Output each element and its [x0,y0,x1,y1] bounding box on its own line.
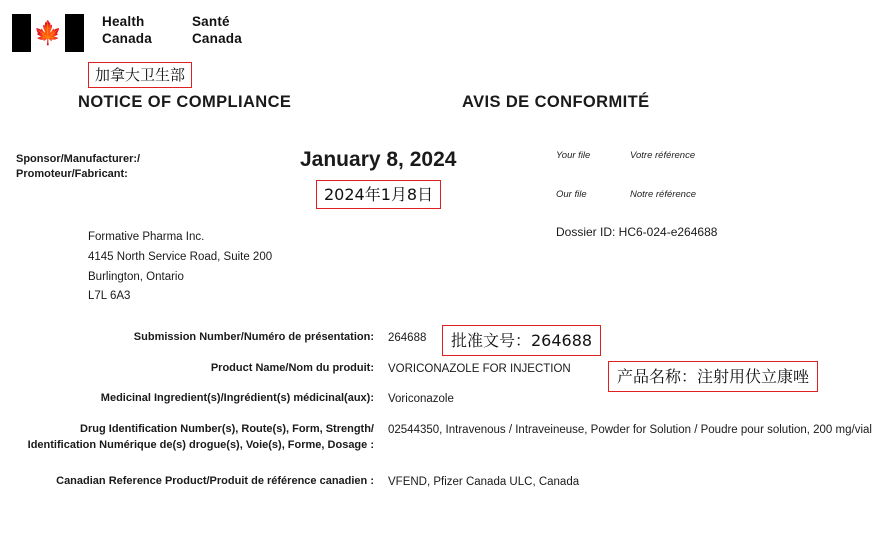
sponsor-label [16,152,196,182]
detail-value: 02544350, Intravenous / Intraveineuse, Powder for Solution / Poudre pour solution, 200 mg/vial [388,424,872,437]
details-table [16,330,876,505]
sponsor-label-line2: Promoteur/Fabricant: [16,167,128,180]
detail-label: Canadian Reference Product/Produit de référence canadien : [56,474,374,487]
detail-row-medicinal-ingredients [16,391,876,408]
detail-value: VFEND, Pfizer Canada ULC, Canada [388,475,580,488]
sponsor-street: 4145 North Service Road, Suite 200 [88,250,273,263]
our-file-row [556,189,696,200]
wordmark-french [192,14,242,48]
annotation-submission-chinese: 批准文号：264688 [442,325,601,356]
your-file-row [556,150,696,161]
sponsor-postal-code: L7L 6A3 [88,290,131,303]
sponsor-label-line1: Sponsor/Manufacturer:/ [16,153,141,165]
wordmark-fr-line2: Canada [191,30,242,46]
annotation-date-chinese: 2024年1月8日 [316,180,441,209]
wordmark-en-line1: Health [102,14,145,29]
detail-row-din-route-form-strength [16,422,876,454]
wordmark-english [102,14,152,48]
detail-label: Drug Identification Number(s), Route(s), Form, Strength/ Identification Numérique de(s) drogue(s), Voie(s), Forme, Dosage : [27,423,374,451]
wordmark-fr-line1: Santé [191,14,230,29]
annotation-product-chinese: 产品名称：注射用伏立康唑 [608,361,818,392]
annotation-department-chinese: 加拿大卫生部 [88,62,192,88]
reference-spacer [556,161,696,189]
detail-value: 264688 [388,332,427,344]
page-title-english: NOTICE OF COMPLIANCE [78,93,292,111]
detail-label: Product Name/Nom du produit: [210,361,374,374]
dossier-id: Dossier ID: HC6-024-e264688 [556,225,718,239]
wordmark [102,14,242,48]
document-date: January 8, 2024 [300,148,457,171]
sponsor-company: Formative Pharma Inc. [88,231,205,243]
flag-bar-right [65,14,84,52]
page-title-french: AVIS DE CONFORMITÉ [462,93,650,111]
our-file-label-fr: Notre référence [630,189,697,200]
detail-row-canadian-reference-product [16,474,876,491]
file-reference-block [556,150,696,200]
detail-value: Voriconazole [388,393,454,406]
document-titles [0,93,892,113]
our-file-label-en: Our file [556,189,587,200]
document-header [12,14,242,52]
sponsor-address [88,228,272,307]
wordmark-en-line2: Canada [102,30,152,46]
maple-leaf-icon: 🍁 [33,19,63,46]
detail-label: Medicinal Ingredient(s)/Ingrédient(s) médicinal(aux): [100,392,374,405]
detail-label: Submission Number/Numéro de présentation: [133,331,374,343]
sponsor-city: Burlington, Ontario [88,270,184,283]
detail-value: VORICONAZOLE FOR INJECTION [388,362,571,375]
flag-bar-left [12,14,31,52]
your-file-label-fr: Votre référence [630,150,696,161]
your-file-label-en: Your file [556,150,591,161]
canada-flag-icon [12,14,84,52]
flag-center [31,14,65,52]
